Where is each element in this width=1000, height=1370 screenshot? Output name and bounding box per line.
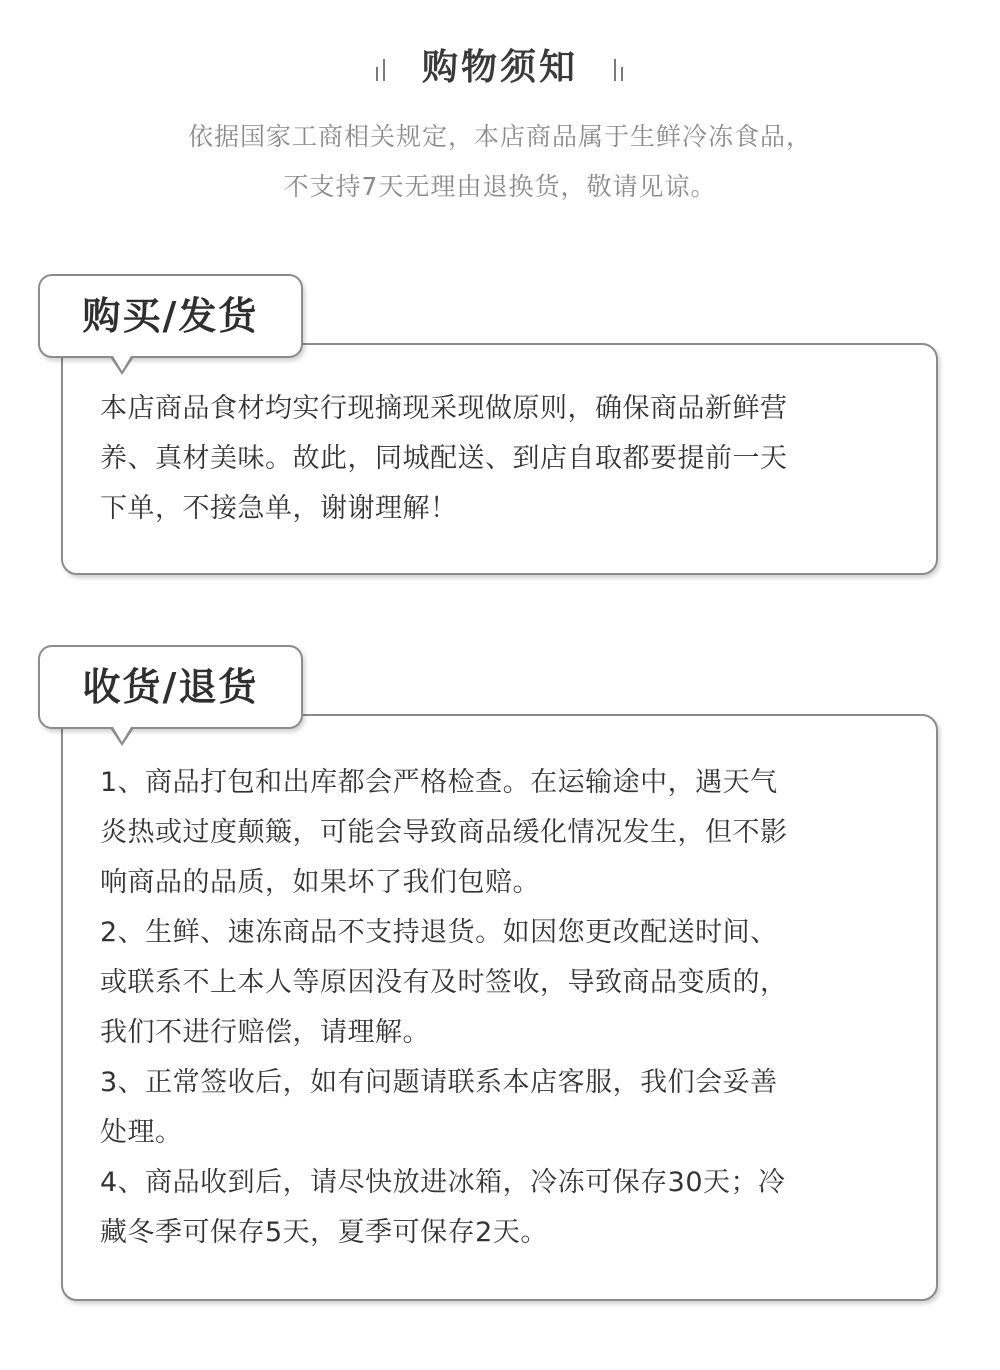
section-tab [38, 274, 303, 358]
body-line: 1、商品打包和出库都会严格检查。在运输途中，遇天气 [100, 767, 778, 798]
body-line: 响商品的品质，如果坏了我们包赔。 [100, 867, 540, 898]
speech-pointer-icon [110, 728, 134, 746]
intro-line: 不支持7天无理由退换货，敬请见谅。 [283, 172, 717, 201]
body-line: 养、真材美味。故此，同城配送、到店自取都要提前一天 [100, 443, 788, 474]
body-line: 2、生鲜、速冻商品不支持退货。如因您更改配送时间、 [100, 917, 778, 948]
body-line: 或联系不上本人等原因没有及时签收，导致商品变质的， [100, 967, 788, 998]
notice-intro [0, 112, 1000, 212]
bar-decoration-icon [611, 55, 627, 81]
body-line: 下单，不接急单，谢谢理解！ [100, 493, 458, 524]
body-line: 我们不进行赔偿，请理解。 [100, 1017, 430, 1048]
section-body [100, 384, 910, 534]
notice-header [0, 38, 1000, 98]
body-line: 处理。 [100, 1117, 183, 1148]
body-line: 炎热或过度颠簸，可能会导致商品缓化情况发生，但不影 [100, 817, 788, 848]
speech-pointer-icon [110, 357, 134, 375]
body-line: 藏冬季可保存5天，夏季可保存2天。 [100, 1217, 548, 1248]
bar-decoration-icon [373, 55, 389, 81]
section-body [100, 758, 910, 1258]
page-title: 购物须知 [421, 47, 578, 88]
section-tab [38, 645, 303, 729]
body-line: 本店商品食材均实行现摘现采现做原则，确保商品新鲜营 [100, 393, 788, 424]
body-line: 3、正常签收后，如有问题请联系本店客服，我们会妥善 [100, 1067, 778, 1098]
section-heading: 收货/退货 [82, 665, 259, 709]
intro-line: 依据国家工商相关规定，本店商品属于生鲜冷冻食品， [187, 122, 812, 151]
section-heading: 购买/发货 [82, 294, 259, 338]
body-line: 4、商品收到后，请尽快放进冰箱，冷冻可保存30天；冷 [100, 1167, 786, 1198]
